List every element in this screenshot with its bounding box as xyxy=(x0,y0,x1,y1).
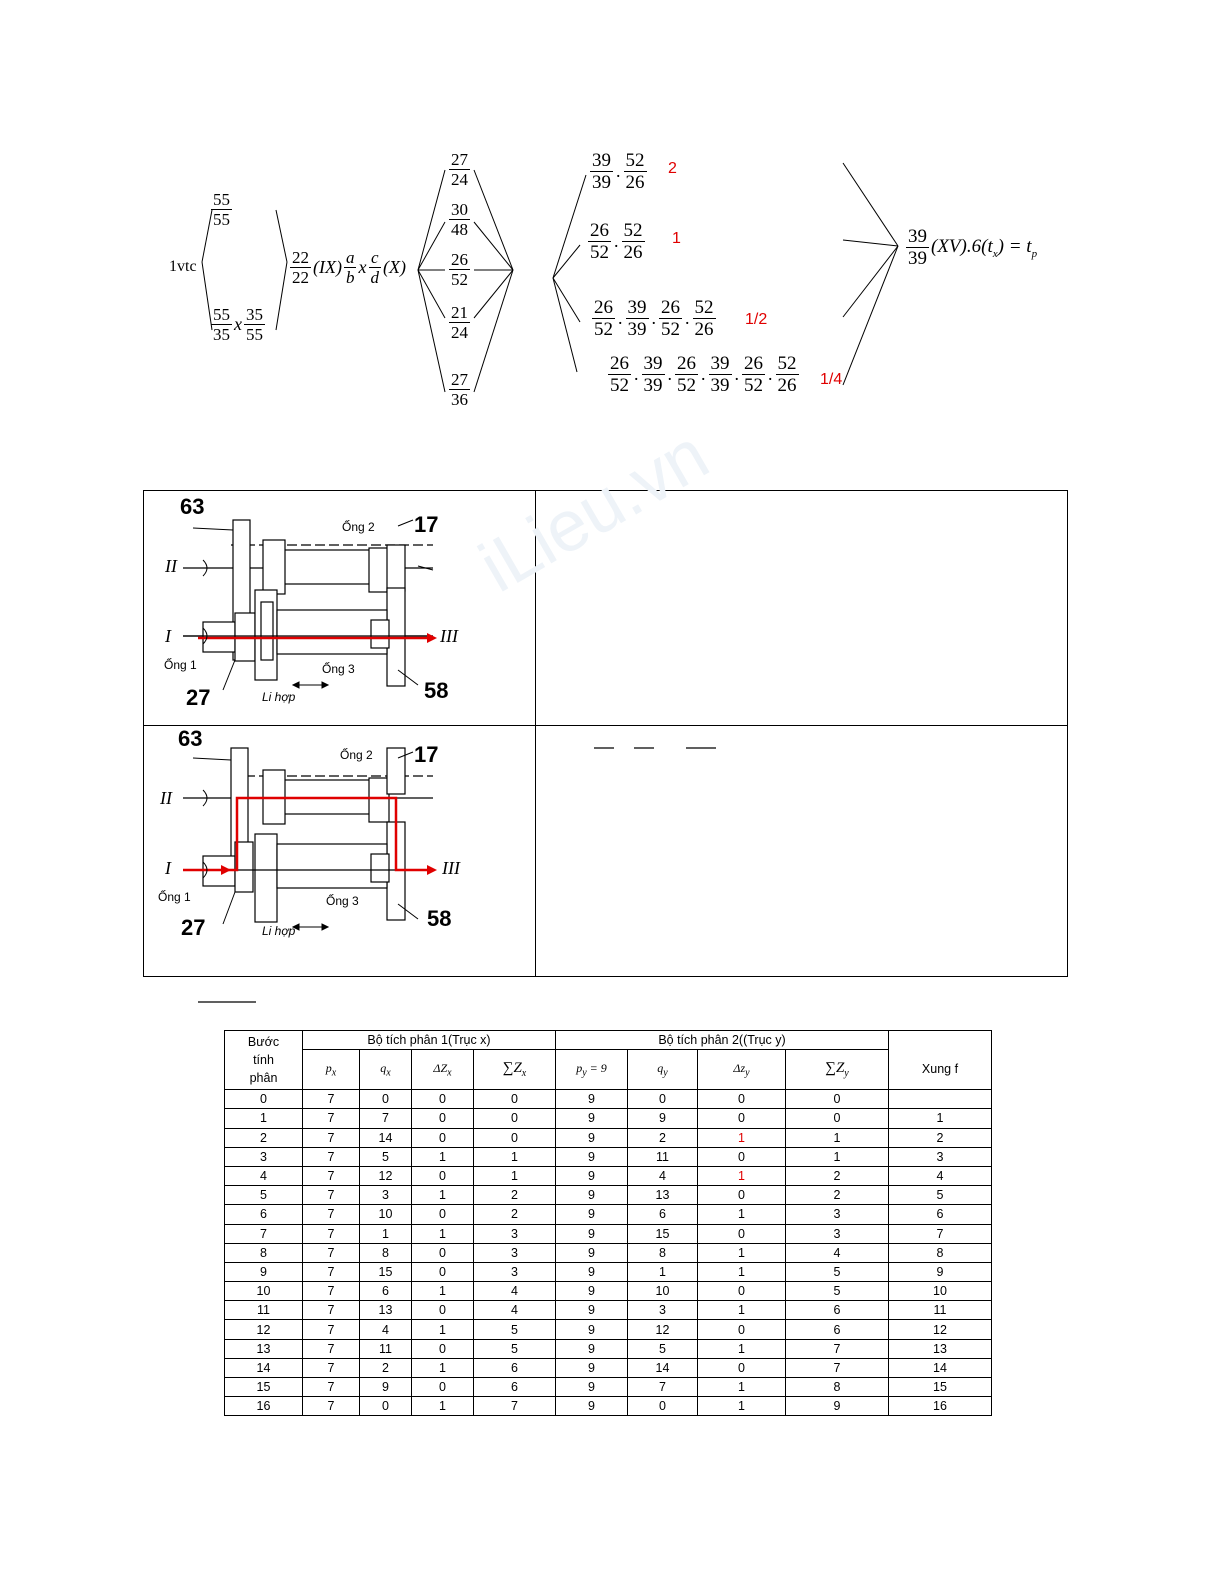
table-cell: 1 xyxy=(412,1147,474,1166)
table-cell: 1 xyxy=(412,1397,474,1416)
table-cell: 7 xyxy=(225,1224,303,1243)
table-cell: 9 xyxy=(225,1262,303,1281)
table-cell: 14 xyxy=(889,1358,992,1377)
gear-27-label: 27 xyxy=(181,915,206,940)
table-cell: 9 xyxy=(628,1109,698,1128)
gear-27-label: 27 xyxy=(186,685,211,710)
table-cell: 7 xyxy=(303,1205,360,1224)
table-cell: 7 xyxy=(303,1301,360,1320)
final-expression: $\frac{39}{39}$ $(XV).6(t_x) = t_p$ xyxy=(908,226,1038,269)
tube-2-label: Ống 2 xyxy=(340,748,373,762)
table-cell: 4 xyxy=(889,1166,992,1185)
table-cell: 10 xyxy=(628,1282,698,1301)
table-cell: 1 xyxy=(698,1262,786,1281)
table-cell: 0 xyxy=(412,1109,474,1128)
ratio-label: 2 xyxy=(668,160,677,177)
integrator-1-header: Bộ tích phân 1(Trục x) xyxy=(303,1031,556,1050)
table-cell: 7 xyxy=(303,1090,360,1109)
table-cell: 10 xyxy=(889,1282,992,1301)
gear-ratio: $\frac{21}{24}$ xyxy=(451,303,468,342)
table-cell: 1 xyxy=(412,1320,474,1339)
table-cell: 0 xyxy=(412,1301,474,1320)
table-cell: 1 xyxy=(698,1166,786,1185)
table-cell: 0 xyxy=(412,1166,474,1185)
table-cell: 5 xyxy=(225,1186,303,1205)
ratio-group: $\frac{26}{52}$ . $\frac{52}{26}$ xyxy=(590,220,643,263)
table-cell: 6 xyxy=(474,1378,556,1397)
table-cell: 11 xyxy=(628,1147,698,1166)
table-cell: 12 xyxy=(889,1320,992,1339)
qx-header: $q_x$ xyxy=(360,1050,412,1090)
table-cell: 0 xyxy=(698,1147,786,1166)
table-cell: 7 xyxy=(303,1243,360,1262)
ratio-label: 1/4 xyxy=(820,371,843,388)
table-cell: 1 xyxy=(698,1339,786,1358)
table-cell: 0 xyxy=(412,1205,474,1224)
shaft-I-label: I xyxy=(165,858,171,878)
table-cell: 1 xyxy=(889,1109,992,1128)
table-cell: 2 xyxy=(474,1205,556,1224)
shaft-III-label: III xyxy=(440,626,458,646)
gear-17-label: 17 xyxy=(414,512,439,537)
integrator-table xyxy=(224,1030,992,1416)
table-cell: 6 xyxy=(786,1301,889,1320)
ratio-group: $\frac{39}{39}$ . $\frac{52}{26}$ xyxy=(592,150,645,193)
table-cell: 9 xyxy=(556,1262,628,1281)
tube-1-label: Ống 1 xyxy=(164,658,197,672)
table-cell: 4 xyxy=(628,1166,698,1185)
table-cell: 7 xyxy=(303,1109,360,1128)
table-cell: 3 xyxy=(360,1186,412,1205)
table-row xyxy=(225,1205,992,1224)
table-cell: 0 xyxy=(412,1339,474,1358)
table-cell: 7 xyxy=(474,1397,556,1416)
table-cell: 9 xyxy=(556,1358,628,1377)
ratio-label: 1 xyxy=(672,230,681,247)
tube-3-label: Ống 3 xyxy=(322,662,355,676)
fraction-product: $\frac{55}{35}$ x $\frac{35}{55}$ xyxy=(213,305,263,344)
clutch-label: Li hợp xyxy=(262,690,296,704)
table-cell: 7 xyxy=(303,1339,360,1358)
table-cell: 11 xyxy=(360,1339,412,1358)
table-cell: 1 xyxy=(412,1282,474,1301)
table-row xyxy=(225,1397,992,1416)
table-cell: 0 xyxy=(412,1090,474,1109)
table-cell: 0 xyxy=(412,1378,474,1397)
table-cell: 12 xyxy=(225,1320,303,1339)
table-cell: 0 xyxy=(628,1090,698,1109)
table-cell: 3 xyxy=(628,1301,698,1320)
table-cell: 15 xyxy=(889,1378,992,1397)
clutch-label: Li hợp xyxy=(262,924,296,938)
table-cell: 0 xyxy=(698,1109,786,1128)
table-cell: 1 xyxy=(474,1147,556,1166)
table-cell: 8 xyxy=(889,1243,992,1262)
table-cell: 9 xyxy=(556,1397,628,1416)
table-cell: 0 xyxy=(474,1090,556,1109)
table-cell: 9 xyxy=(556,1186,628,1205)
table-cell: 0 xyxy=(698,1358,786,1377)
table-cell: 7 xyxy=(303,1358,360,1377)
table-cell: 5 xyxy=(628,1339,698,1358)
table-cell: 12 xyxy=(628,1320,698,1339)
table-cell: 7 xyxy=(889,1224,992,1243)
table-row xyxy=(225,1224,992,1243)
table-cell: 1 xyxy=(628,1262,698,1281)
table-cell: 0 xyxy=(698,1224,786,1243)
table-cell: 9 xyxy=(786,1397,889,1416)
table-cell: 4 xyxy=(786,1243,889,1262)
table-cell: 15 xyxy=(360,1262,412,1281)
table-cell: 1 xyxy=(412,1224,474,1243)
table-cell: 0 xyxy=(474,1128,556,1147)
table-cell: 2 xyxy=(889,1128,992,1147)
table-cell: 15 xyxy=(225,1378,303,1397)
table-cell: 6 xyxy=(628,1205,698,1224)
table-cell: 5 xyxy=(786,1282,889,1301)
gear-ratio: $\frac{26}{52}$ xyxy=(451,250,468,289)
ratio-label: 1/2 xyxy=(745,311,768,328)
table-cell: 1 xyxy=(786,1128,889,1147)
table-cell: 0 xyxy=(474,1109,556,1128)
py-header: $p_y = 9$ xyxy=(556,1050,628,1090)
table-row xyxy=(225,1166,992,1185)
table-cell: 9 xyxy=(556,1147,628,1166)
ratio-group: $\frac{26}{52}$ . $\frac{39}{39}$ . $\frac{26}{52}$ . $\frac{52}{26}$ xyxy=(594,297,714,340)
dzy-header: $\Delta z_y$ xyxy=(698,1050,786,1090)
table-cell: 8 xyxy=(786,1378,889,1397)
table-cell: 3 xyxy=(786,1205,889,1224)
table-cell: 1 xyxy=(698,1243,786,1262)
table-cell: 9 xyxy=(556,1282,628,1301)
table-cell: 8 xyxy=(360,1243,412,1262)
shaft-II-label: II xyxy=(165,556,177,576)
table-cell: 2 xyxy=(360,1358,412,1377)
table-cell: 7 xyxy=(303,1224,360,1243)
table-cell: 13 xyxy=(360,1301,412,1320)
table-cell: 1 xyxy=(786,1147,889,1166)
szy-header: $\sum Z_y$ xyxy=(786,1050,889,1090)
table-cell: 1 xyxy=(412,1358,474,1377)
table-cell: 6 xyxy=(474,1358,556,1377)
table-cell: 4 xyxy=(474,1301,556,1320)
table-cell: 1 xyxy=(698,1128,786,1147)
table-cell: 5 xyxy=(360,1147,412,1166)
table-cell: 0 xyxy=(698,1282,786,1301)
table-cell: 7 xyxy=(303,1186,360,1205)
table-cell: 13 xyxy=(225,1339,303,1358)
table-cell: 9 xyxy=(556,1128,628,1147)
table-cell: 0 xyxy=(360,1090,412,1109)
table-row xyxy=(225,1262,992,1281)
table-row xyxy=(225,1358,992,1377)
table-cell: 9 xyxy=(360,1378,412,1397)
dzx-header: $\Delta Z_x$ xyxy=(412,1050,474,1090)
table-cell: 1 xyxy=(412,1186,474,1205)
table-cell: 5 xyxy=(474,1339,556,1358)
table-cell: 7 xyxy=(303,1320,360,1339)
table-cell: 7 xyxy=(303,1282,360,1301)
table-cell: 1 xyxy=(698,1378,786,1397)
table-cell: 7 xyxy=(628,1378,698,1397)
table-cell: 3 xyxy=(474,1262,556,1281)
table-cell: 1 xyxy=(698,1397,786,1416)
gear-ratio: $\frac{27}{24}$ xyxy=(451,150,468,189)
table-cell: 1 xyxy=(474,1166,556,1185)
ratio-group: $\frac{26}{52}$ . $\frac{39}{39}$ . $\frac{26}{52}$ . $\frac{39}{39}$ . $\frac{26}{52}$ . $\frac{52}{26}$ xyxy=(610,353,797,396)
table-cell: 9 xyxy=(556,1301,628,1320)
formula-start: 1vtc xyxy=(169,258,197,275)
table-cell: 1 xyxy=(698,1205,786,1224)
shaft-II-label: II xyxy=(160,788,172,808)
table-row xyxy=(225,1339,992,1358)
table-row xyxy=(225,1147,992,1166)
table-cell: 9 xyxy=(556,1320,628,1339)
table-cell: 3 xyxy=(474,1243,556,1262)
table-cell: 7 xyxy=(303,1378,360,1397)
table-cell: 1 xyxy=(225,1109,303,1128)
watermark: iLieu.vn xyxy=(466,414,722,608)
table-cell: 7 xyxy=(303,1166,360,1185)
table-cell: 6 xyxy=(360,1282,412,1301)
table-cell: 0 xyxy=(698,1320,786,1339)
table-cell: 1 xyxy=(360,1224,412,1243)
table-cell: 2 xyxy=(628,1128,698,1147)
table-cell: 11 xyxy=(889,1301,992,1320)
pulse-header: Xung f xyxy=(889,1050,992,1090)
table-cell: 0 xyxy=(412,1128,474,1147)
table-cell: 14 xyxy=(225,1358,303,1377)
table-cell: 0 xyxy=(786,1109,889,1128)
step-header: Bước tính phân xyxy=(225,1031,303,1090)
table-row xyxy=(225,1109,992,1128)
table-cell: 7 xyxy=(786,1358,889,1377)
table-cell: 4 xyxy=(474,1282,556,1301)
table-cell: 6 xyxy=(786,1320,889,1339)
gear-58-label: 58 xyxy=(424,678,449,703)
table-cell: 2 xyxy=(225,1128,303,1147)
table-cell: 0 xyxy=(698,1186,786,1205)
gear-58-label: 58 xyxy=(427,906,452,931)
table-cell: 3 xyxy=(225,1147,303,1166)
table-cell: 4 xyxy=(360,1320,412,1339)
tube-2-label: Ống 2 xyxy=(342,520,375,534)
table-cell: 2 xyxy=(474,1186,556,1205)
table-cell: 0 xyxy=(360,1397,412,1416)
table-cell: 15 xyxy=(628,1224,698,1243)
table-cell: 2 xyxy=(786,1166,889,1185)
table-cell: 3 xyxy=(889,1147,992,1166)
shaft-I-label: I xyxy=(165,626,171,646)
table-cell xyxy=(889,1090,992,1109)
table-cell: 8 xyxy=(225,1243,303,1262)
integrator-2-header: Bộ tích phân 2((Trục y) xyxy=(556,1031,889,1050)
table-cell: 9 xyxy=(556,1109,628,1128)
table-cell: 3 xyxy=(786,1224,889,1243)
table-cell: 9 xyxy=(556,1339,628,1358)
table-cell: 9 xyxy=(556,1224,628,1243)
table-cell: 10 xyxy=(225,1282,303,1301)
table-row xyxy=(225,1186,992,1205)
table-row xyxy=(225,1301,992,1320)
tube-3-label: Ống 3 xyxy=(326,894,359,908)
table-row xyxy=(225,1128,992,1147)
table-cell: 0 xyxy=(698,1090,786,1109)
gear-63-label: 63 xyxy=(180,494,205,519)
table-cell: 9 xyxy=(556,1166,628,1185)
table-cell: 4 xyxy=(225,1166,303,1185)
table-cell: 7 xyxy=(303,1397,360,1416)
qy-header: $q_y$ xyxy=(628,1050,698,1090)
pulse-header-top xyxy=(889,1031,992,1050)
table-cell: 7 xyxy=(303,1262,360,1281)
table-cell: 6 xyxy=(889,1205,992,1224)
table-cell: 0 xyxy=(412,1262,474,1281)
table-cell: 7 xyxy=(303,1147,360,1166)
gear-ratio: $\frac{27}{36}$ xyxy=(451,370,468,409)
table-row xyxy=(225,1090,992,1109)
table-row xyxy=(225,1378,992,1397)
table-cell: 6 xyxy=(225,1205,303,1224)
table-cell: 10 xyxy=(360,1205,412,1224)
table-cell: 11 xyxy=(225,1301,303,1320)
table-cell: 0 xyxy=(225,1090,303,1109)
table-cell: 13 xyxy=(889,1339,992,1358)
gear-ratio: $\frac{30}{48}$ xyxy=(451,200,468,239)
table-cell: 5 xyxy=(786,1262,889,1281)
table-cell: 8 xyxy=(628,1243,698,1262)
table-cell: 1 xyxy=(698,1301,786,1320)
middle-chain: $\frac{22}{22}$ (IX) $\frac{a}{b}$ x $\frac{c}{d}$ (X) xyxy=(292,248,406,287)
table-cell: 9 xyxy=(889,1262,992,1281)
gear-17-label: 17 xyxy=(414,742,439,767)
table-cell: 14 xyxy=(360,1128,412,1147)
table-cell: 9 xyxy=(556,1243,628,1262)
table-cell: 14 xyxy=(628,1358,698,1377)
table-cell: 7 xyxy=(786,1339,889,1358)
table-cell: 0 xyxy=(786,1090,889,1109)
gear-63-label: 63 xyxy=(178,726,203,751)
table-cell: 13 xyxy=(628,1186,698,1205)
table-cell: 2 xyxy=(786,1186,889,1205)
table-cell: 16 xyxy=(889,1397,992,1416)
table-cell: 9 xyxy=(556,1090,628,1109)
table-cell: 16 xyxy=(225,1397,303,1416)
shaft-III-label: III xyxy=(442,858,460,878)
table-row xyxy=(225,1282,992,1301)
table-row xyxy=(225,1320,992,1339)
table-cell: 3 xyxy=(474,1224,556,1243)
table-cell: 7 xyxy=(360,1109,412,1128)
table-cell: 5 xyxy=(889,1186,992,1205)
table-cell: 0 xyxy=(628,1397,698,1416)
table-cell: 9 xyxy=(556,1205,628,1224)
table-row xyxy=(225,1243,992,1262)
table-cell: 0 xyxy=(412,1243,474,1262)
table-cell: 7 xyxy=(303,1128,360,1147)
table-cell: 12 xyxy=(360,1166,412,1185)
tube-1-label: Ống 1 xyxy=(158,890,191,904)
table-cell: 9 xyxy=(556,1378,628,1397)
table-cell: 5 xyxy=(474,1320,556,1339)
szx-header: $\sum Z_x$ xyxy=(474,1050,556,1090)
px-header: $p_x$ xyxy=(303,1050,360,1090)
fraction: $\frac{55}{55}$ xyxy=(213,190,230,229)
